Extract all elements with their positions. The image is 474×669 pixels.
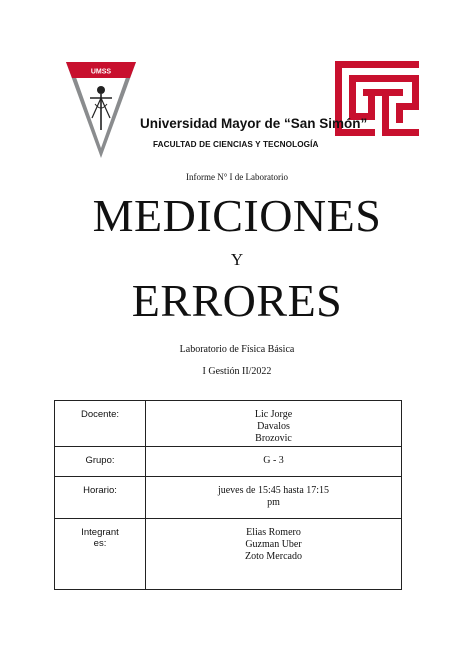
row-label-horario: Horario: <box>55 477 146 519</box>
row-label-grupo: Grupo: <box>55 447 146 477</box>
umss-logo <box>64 60 138 160</box>
row-label-docente: Docente: <box>55 401 146 447</box>
table-row <box>55 447 402 477</box>
umss-logo-text: UMSS <box>90 68 112 76</box>
row-value-grupo: G - 3 <box>146 447 402 477</box>
info-table <box>54 400 402 590</box>
title-conjunction: Y <box>230 250 244 269</box>
term: I Gestión II/2022 <box>202 366 272 377</box>
row-value-docente: Lic Jorge Davalos Brozovic <box>146 401 402 447</box>
row-value-integrantes: Elias Romero Guzman Uber Zoto Mercado <box>146 519 402 590</box>
faculty-name: FACULTAD DE CIENCIAS Y TECNOLOGÍA <box>153 140 319 149</box>
course-name: Laboratorio de Física Básica <box>179 344 295 355</box>
title-line-2: ERRORES <box>131 275 343 326</box>
university-name: Universidad Mayor de “San Simón” <box>140 116 368 131</box>
table-row <box>55 477 402 519</box>
table-row <box>55 519 402 590</box>
row-value-horario: jueves de 15:45 hasta 17:15 pm <box>146 477 402 519</box>
row-label-integrantes: Integrant es: <box>55 519 146 590</box>
table-row <box>55 401 402 447</box>
report-number: Informe N° I de Laboratorio <box>185 172 289 182</box>
title-line-1: MEDICIONES <box>92 190 382 241</box>
